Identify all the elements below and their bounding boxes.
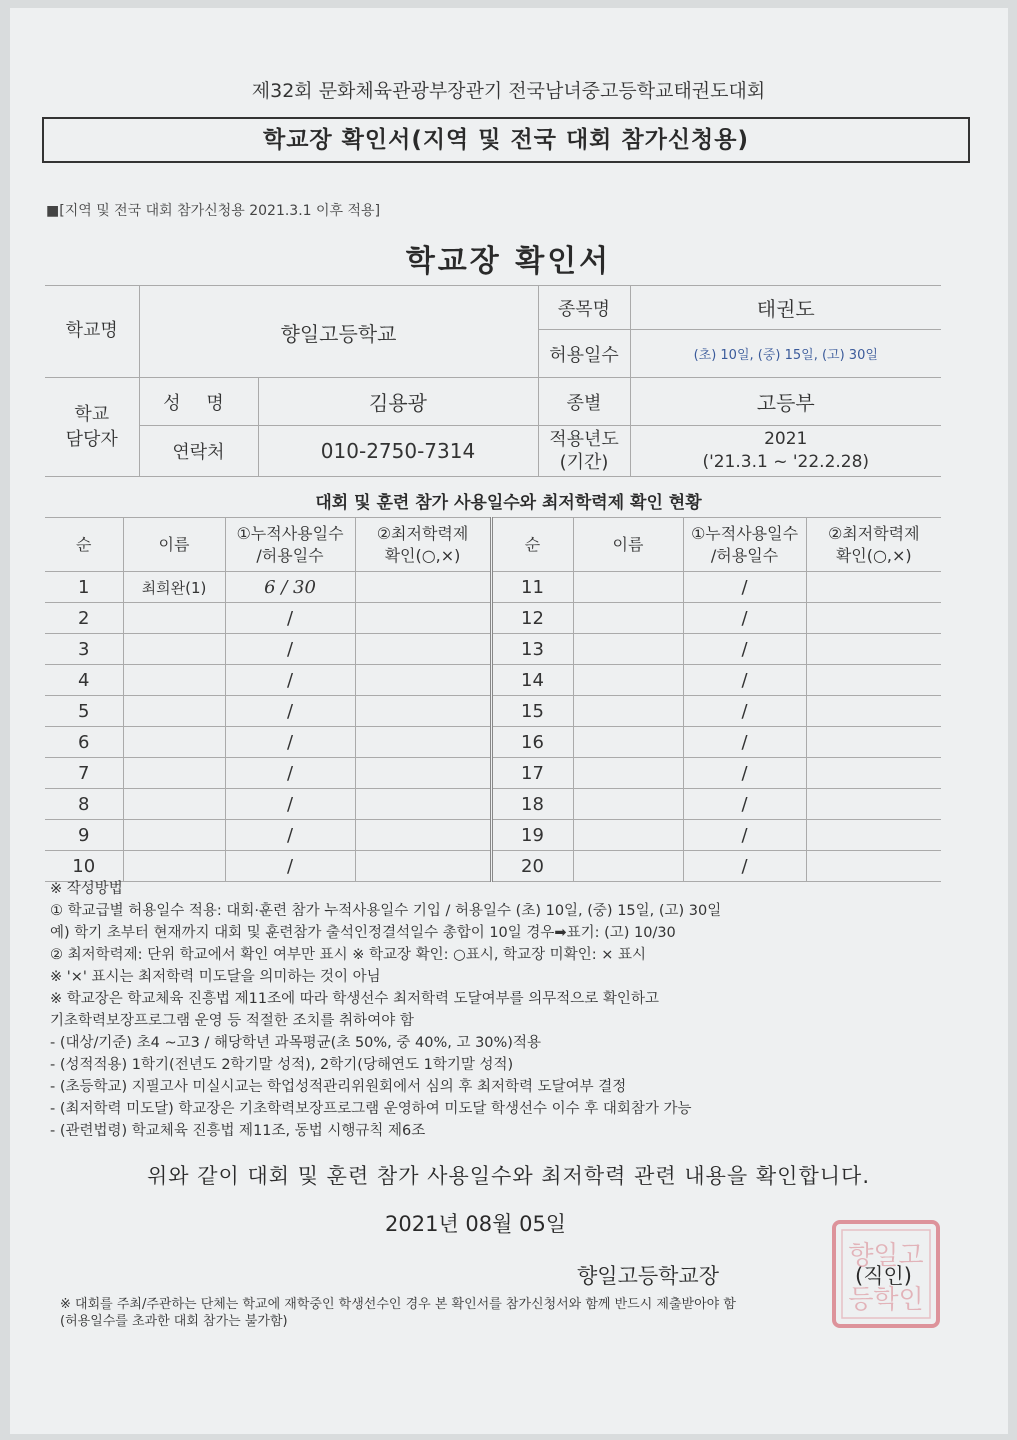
row-days: /	[225, 665, 355, 696]
table-row	[45, 665, 941, 696]
note-line: ① 학교급별 허용일수 적용: 대회·훈련 참가 누적사용일수 기입 / 허용일수 (초) 10일, (중) 15일, (고) 30일	[50, 903, 722, 919]
row-days: 6 / 30	[225, 572, 355, 603]
row-no: 16	[491, 727, 573, 758]
row-check	[355, 696, 491, 727]
row-check	[355, 665, 491, 696]
row-name	[573, 665, 683, 696]
row-no: 6	[45, 727, 123, 758]
row-no: 18	[491, 789, 573, 820]
apply-tag: ■[지역 및 전국 대회 참가신청용 2021.3.1 이후 적용]	[46, 203, 381, 219]
row-check	[355, 758, 491, 789]
row-check	[806, 851, 941, 882]
division-label: 종별	[538, 378, 630, 426]
period-value: ('21.3.1 ~ '22.2.28)	[702, 452, 870, 472]
row-check	[355, 820, 491, 851]
table-row	[45, 727, 941, 758]
row-no: 20	[491, 851, 573, 882]
row-no: 7	[45, 758, 123, 789]
row-no: 19	[491, 820, 573, 851]
row-check	[355, 727, 491, 758]
row-name	[573, 851, 683, 882]
row-days: /	[683, 603, 806, 634]
row-no: 12	[491, 603, 573, 634]
notes-section	[50, 878, 721, 1142]
row-no: 2	[45, 603, 123, 634]
row-name	[573, 758, 683, 789]
row-name	[123, 758, 225, 789]
header-days: ①누적사용일수 /허용일수	[225, 518, 355, 572]
row-no: 1	[45, 572, 123, 603]
row-check	[806, 634, 941, 665]
row-name	[573, 727, 683, 758]
row-no: 3	[45, 634, 123, 665]
note-line: - (관련법령) 학교체육 진흥법 제11조, 동법 시행규칙 제6조	[50, 1123, 426, 1139]
principal-signature: 향일고등학교장	[577, 1264, 720, 1288]
row-days: /	[225, 789, 355, 820]
allowed-label: 허용일수	[538, 330, 630, 378]
note-line: - (대상/기준) 초4 ~고3 / 해당학년 과목평균(초 50%, 중 40%, 고 30%)적용	[50, 1035, 541, 1051]
row-days: /	[683, 727, 806, 758]
sport-value: 태권도	[630, 286, 941, 330]
row-check	[806, 572, 941, 603]
row-name	[573, 603, 683, 634]
table-row	[45, 789, 941, 820]
division-value: 고등부	[630, 378, 941, 426]
row-no: 9	[45, 820, 123, 851]
manager-label: 학교 담당자	[45, 378, 139, 477]
header-no: 순	[491, 518, 573, 572]
event-title: 제32회 문화체육관광부장관기 전국남녀중고등학교태권도대회	[251, 80, 766, 102]
note-line: ② 최저학력제: 단위 학교에서 확인 여부만 표시 ※ 학교장 확인: ○표시, 학교장 미확인: × 표시	[50, 947, 646, 963]
document-title: 학교장 확인서	[405, 244, 612, 279]
note-line: - (최저학력 미도달) 학교장은 기초학력보장프로그램 운영하여 미도달 학생선수 이수 후 대회참가 가능	[50, 1101, 692, 1117]
table-row	[45, 634, 941, 665]
note-line: ※ 작성방법	[50, 881, 123, 897]
row-days: /	[683, 572, 806, 603]
header-no: 순	[45, 518, 123, 572]
svg-text:등학인: 등학인	[848, 1285, 924, 1315]
issue-date: 2021년 08월 05일	[385, 1212, 567, 1236]
row-name	[123, 696, 225, 727]
header-days: ①누적사용일수 /허용일수	[683, 518, 806, 572]
row-days: /	[225, 696, 355, 727]
year-period	[630, 426, 941, 477]
row-days: /	[225, 758, 355, 789]
year-value: 2021	[764, 429, 808, 449]
row-days: /	[683, 696, 806, 727]
row-name	[123, 603, 225, 634]
svg-text:향일고: 향일고	[848, 1241, 924, 1271]
row-no: 13	[491, 634, 573, 665]
row-check	[806, 603, 941, 634]
confirm-statement: 위와 같이 대회 및 훈련 참가 사용일수와 최저학력 관련 내용을 확인합니다.	[146, 1164, 870, 1188]
row-check	[806, 727, 941, 758]
row-name	[123, 727, 225, 758]
table-row	[45, 696, 941, 727]
row-check	[355, 789, 491, 820]
row-days: /	[683, 665, 806, 696]
header-check: ②최저학력제 확인(○,×)	[806, 518, 941, 572]
info-table	[45, 285, 941, 477]
row-no: 4	[45, 665, 123, 696]
header-name: 이름	[573, 518, 683, 572]
row-days: /	[225, 634, 355, 665]
note-line: ※ 학교장은 학교체육 진흥법 제11조에 따라 학생선수 최저학력 도달여부를 의무적으로 확인하고	[50, 991, 659, 1007]
footer-notice	[60, 1296, 736, 1330]
row-name	[123, 851, 225, 882]
row-no: 14	[491, 665, 573, 696]
row-name: 최희완(1)	[123, 572, 225, 603]
allowed-value: (초) 10일, (중) 15일, (고) 30일	[630, 330, 941, 378]
table-row	[45, 603, 941, 634]
row-days: /	[683, 851, 806, 882]
form-title-box: 학교장 확인서(지역 및 전국 대회 참가신청용)	[42, 117, 970, 163]
name-value: 김용광	[258, 378, 538, 426]
note-line: ※ '×' 표시는 최저학력 미도달을 의미하는 것이 아님	[50, 969, 381, 985]
school-value: 향일고등학교	[139, 286, 538, 378]
usage-table	[45, 517, 941, 882]
row-days: /	[225, 727, 355, 758]
table-row	[45, 820, 941, 851]
row-no: 15	[491, 696, 573, 727]
row-days: /	[225, 820, 355, 851]
row-no: 8	[45, 789, 123, 820]
footer-line: (허용일수를 초과한 대회 참가는 불가함)	[60, 1314, 288, 1329]
row-check	[806, 758, 941, 789]
row-name	[573, 634, 683, 665]
header-name: 이름	[123, 518, 225, 572]
section-title: 대회 및 훈련 참가 사용일수와 최저학력제 확인 현황	[315, 493, 702, 513]
note-line: - (초등학교) 지필고사 미실시교는 학업성적관리위원회에서 심의 후 최저학력 도달여부 결정	[50, 1079, 627, 1095]
school-label: 학교명	[45, 286, 139, 378]
row-name	[573, 572, 683, 603]
row-name	[123, 665, 225, 696]
row-name	[573, 789, 683, 820]
row-check	[806, 789, 941, 820]
row-days: /	[683, 758, 806, 789]
row-days: /	[225, 851, 355, 882]
row-name	[573, 820, 683, 851]
row-check	[806, 665, 941, 696]
year-label: 적용년도 (기간)	[538, 426, 630, 477]
sport-label: 종목명	[538, 286, 630, 330]
row-name	[573, 696, 683, 727]
row-check	[355, 603, 491, 634]
table-row	[45, 758, 941, 789]
contact-value: 010-2750-7314	[258, 426, 538, 477]
name-label: 성 명	[139, 378, 258, 426]
row-no: 17	[491, 758, 573, 789]
table-row	[45, 572, 941, 603]
row-days: /	[683, 820, 806, 851]
contact-label: 연락처	[139, 426, 258, 477]
note-line: - (성적적용) 1학기(전년도 2학기말 성적), 2학기(당해연도 1학기말 성적)	[50, 1057, 514, 1073]
row-check	[806, 696, 941, 727]
row-no: 5	[45, 696, 123, 727]
row-name	[123, 634, 225, 665]
row-no: 10	[45, 851, 123, 882]
row-check	[355, 851, 491, 882]
seal-label: (직인)	[855, 1264, 912, 1288]
row-check	[806, 820, 941, 851]
row-days: /	[683, 634, 806, 665]
row-name	[123, 789, 225, 820]
table-row	[45, 851, 941, 882]
row-no: 11	[491, 572, 573, 603]
row-check	[355, 634, 491, 665]
row-days: /	[225, 603, 355, 634]
footer-line: ※ 대회를 주최/주관하는 단체는 학교에 재학중인 학생선수인 경우 본 확인서를 참가신청서와 함께 반드시 제출받아야 함	[60, 1297, 736, 1312]
header-check: ②최저학력제 확인(○,×)	[355, 518, 491, 572]
note-line: 기초학력보장프로그램 운영 등 적절한 조치를 취하여야 함	[50, 1013, 414, 1029]
row-check	[355, 572, 491, 603]
note-line: 예) 학기 초부터 현재까지 대회 및 훈련참가 출석인정결석일수 총합이 10일 경우➡표기: (고) 10/30	[50, 925, 676, 941]
row-days: /	[683, 789, 806, 820]
row-name	[123, 820, 225, 851]
